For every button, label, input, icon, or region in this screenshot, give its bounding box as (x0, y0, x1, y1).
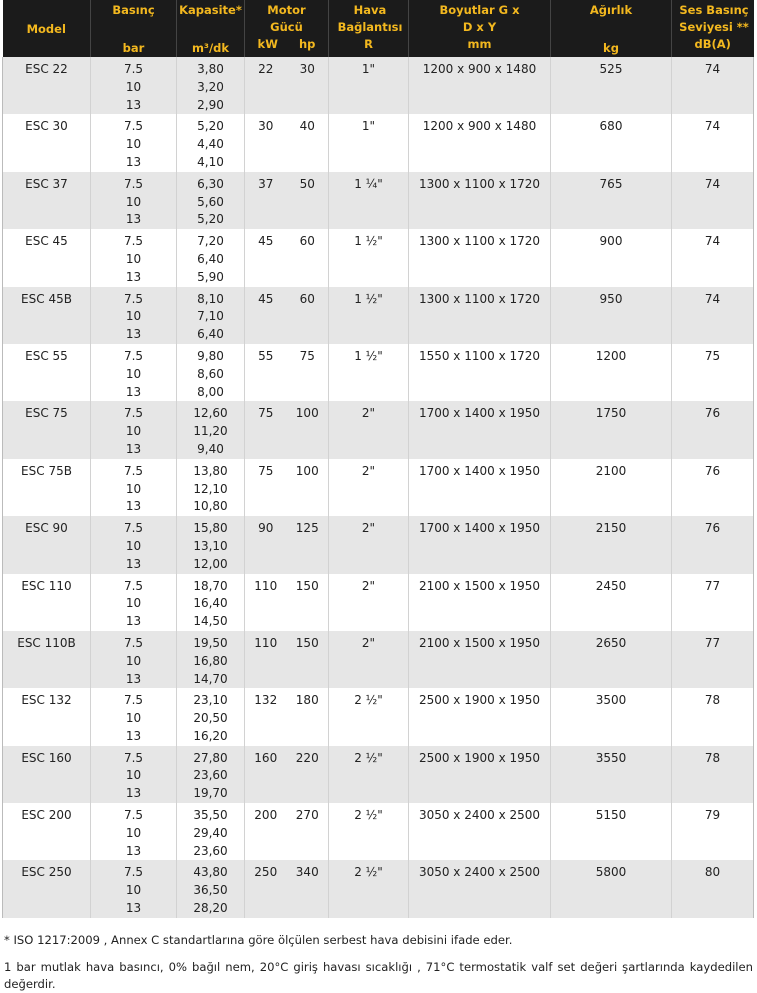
noise-cell: 78 (672, 688, 754, 745)
hp-cell: 125 (287, 516, 329, 573)
noise-cell: 76 (672, 459, 754, 516)
table-row (3, 229, 754, 286)
weight-cell: 5800 (551, 860, 672, 917)
weight-cell: 680 (551, 114, 672, 171)
air-connection-cell: 2" (329, 459, 409, 516)
model-cell: ESC 75B (3, 459, 91, 516)
hp-cell: 30 (287, 57, 329, 114)
weight-cell: 900 (551, 229, 672, 286)
model-cell: ESC 75 (3, 401, 91, 458)
capacity-cell: 3,80 3,20 2,90 (177, 57, 245, 114)
noise-cell: 74 (672, 57, 754, 114)
col-capacity: Kapasite* m³/dk (177, 0, 245, 57)
hp-cell: 180 (287, 688, 329, 745)
model-cell: ESC 132 (3, 688, 91, 745)
hp-cell: 270 (287, 803, 329, 860)
kw-cell: 22 (245, 57, 287, 114)
model-cell: ESC 110B (3, 631, 91, 688)
weight-cell: 525 (551, 57, 672, 114)
noise-cell: 74 (672, 287, 754, 344)
table-row (3, 287, 754, 344)
air-connection-cell: 1 ½" (329, 344, 409, 401)
dimensions-cell: 2100 x 1500 x 1950 (409, 631, 551, 688)
kw-cell: 45 (245, 229, 287, 286)
model-cell: ESC 22 (3, 57, 91, 114)
noise-cell: 75 (672, 344, 754, 401)
kw-cell: 250 (245, 860, 287, 917)
air-connection-cell: 1 ½" (329, 287, 409, 344)
air-connection-cell: 2" (329, 574, 409, 631)
capacity-cell: 13,80 12,10 10,80 (177, 459, 245, 516)
col-kw: kW (257, 37, 278, 51)
footnote-iso: * ISO 1217:2009 , Annex C standartlarına göre ölçülen serbest hava debisini ifade eder. (4, 932, 513, 947)
capacity-cell: 8,10 7,10 6,40 (177, 287, 245, 344)
pressure-cell: 7.5 10 13 (91, 344, 177, 401)
pressure-cell: 7.5 10 13 (91, 631, 177, 688)
model-cell: ESC 55 (3, 344, 91, 401)
weight-cell: 5150 (551, 803, 672, 860)
model-cell: ESC 90 (3, 516, 91, 573)
pressure-cell: 7.5 10 13 (91, 229, 177, 286)
dimensions-cell: 1300 x 1100 x 1720 (409, 172, 551, 229)
dimensions-cell: 1550 x 1100 x 1720 (409, 344, 551, 401)
weight-cell: 3550 (551, 746, 672, 803)
table-row (3, 746, 754, 803)
col-motor: Motor Gücü kW hp (245, 0, 329, 57)
pressure-cell: 7.5 10 13 (91, 57, 177, 114)
noise-cell: 74 (672, 172, 754, 229)
kw-cell: 110 (245, 631, 287, 688)
table-row (3, 401, 754, 458)
dimensions-cell: 1700 x 1400 x 1950 (409, 401, 551, 458)
hp-cell: 40 (287, 114, 329, 171)
noise-cell: 74 (672, 114, 754, 171)
footnotes (4, 932, 753, 993)
model-cell: ESC 160 (3, 746, 91, 803)
weight-cell: 1750 (551, 401, 672, 458)
table-row (3, 688, 754, 745)
pressure-cell: 7.5 10 13 (91, 516, 177, 573)
table-row (3, 574, 754, 631)
col-hp: hp (299, 37, 316, 51)
dimensions-cell: 1300 x 1100 x 1720 (409, 287, 551, 344)
kw-cell: 110 (245, 574, 287, 631)
capacity-cell: 7,20 6,40 5,90 (177, 229, 245, 286)
table-row (3, 631, 754, 688)
weight-cell: 950 (551, 287, 672, 344)
hp-cell: 60 (287, 287, 329, 344)
table-row (3, 803, 754, 860)
table-header (3, 0, 754, 57)
noise-cell: 77 (672, 631, 754, 688)
pressure-cell: 7.5 10 13 (91, 114, 177, 171)
model-cell: ESC 30 (3, 114, 91, 171)
capacity-cell: 18,70 16,40 14,50 (177, 574, 245, 631)
capacity-cell: 23,10 20,50 16,20 (177, 688, 245, 745)
weight-cell: 3500 (551, 688, 672, 745)
dimensions-cell: 1300 x 1100 x 1720 (409, 229, 551, 286)
air-connection-cell: 2 ½" (329, 746, 409, 803)
air-connection-cell: 2 ½" (329, 860, 409, 917)
kw-cell: 75 (245, 401, 287, 458)
kw-cell: 200 (245, 803, 287, 860)
air-connection-cell: 2" (329, 516, 409, 573)
air-connection-cell: 2" (329, 401, 409, 458)
hp-cell: 75 (287, 344, 329, 401)
air-connection-cell: 2 ½" (329, 803, 409, 860)
pressure-cell: 7.5 10 13 (91, 803, 177, 860)
weight-cell: 765 (551, 172, 672, 229)
air-connection-cell: 2 ½" (329, 688, 409, 745)
kw-cell: 90 (245, 516, 287, 573)
hp-cell: 220 (287, 746, 329, 803)
model-cell: ESC 45B (3, 287, 91, 344)
spec-table (2, 0, 754, 918)
noise-cell: 74 (672, 229, 754, 286)
dimensions-cell: 1700 x 1400 x 1950 (409, 459, 551, 516)
pressure-cell: 7.5 10 13 (91, 860, 177, 917)
hp-cell: 100 (287, 401, 329, 458)
noise-cell: 78 (672, 746, 754, 803)
noise-cell: 80 (672, 860, 754, 917)
col-weight: Ağırlık kg (551, 0, 672, 57)
hp-cell: 50 (287, 172, 329, 229)
capacity-cell: 15,80 13,10 12,00 (177, 516, 245, 573)
dimensions-cell: 1700 x 1400 x 1950 (409, 516, 551, 573)
dimensions-cell: 3050 x 2400 x 2500 (409, 803, 551, 860)
kw-cell: 30 (245, 114, 287, 171)
pressure-cell: 7.5 10 13 (91, 401, 177, 458)
capacity-cell: 6,30 5,60 5,20 (177, 172, 245, 229)
weight-cell: 2650 (551, 631, 672, 688)
dimensions-cell: 1200 x 900 x 1480 (409, 57, 551, 114)
hp-cell: 150 (287, 631, 329, 688)
col-air: Hava Bağlantısı R (329, 0, 409, 57)
pressure-cell: 7.5 10 13 (91, 688, 177, 745)
table-row (3, 860, 754, 917)
table-body (3, 57, 754, 918)
col-dims: Boyutlar G x D x Y mm (409, 0, 551, 57)
noise-cell: 77 (672, 574, 754, 631)
pressure-cell: 7.5 10 13 (91, 574, 177, 631)
table-row (3, 344, 754, 401)
table-row (3, 516, 754, 573)
weight-cell: 2100 (551, 459, 672, 516)
col-pressure: Basınç bar (91, 0, 177, 57)
air-connection-cell: 2" (329, 631, 409, 688)
capacity-cell: 43,80 36,50 28,20 (177, 860, 245, 917)
model-cell: ESC 45 (3, 229, 91, 286)
capacity-cell: 35,50 29,40 23,60 (177, 803, 245, 860)
dimensions-cell: 2500 x 1900 x 1950 (409, 746, 551, 803)
kw-cell: 75 (245, 459, 287, 516)
hp-cell: 150 (287, 574, 329, 631)
dimensions-cell: 2500 x 1900 x 1950 (409, 688, 551, 745)
hp-cell: 60 (287, 229, 329, 286)
noise-cell: 76 (672, 401, 754, 458)
col-noise: Ses Basınç Seviyesi ** dB(A) (672, 0, 754, 57)
noise-cell: 76 (672, 516, 754, 573)
capacity-cell: 27,80 23,60 19,70 (177, 746, 245, 803)
model-cell: ESC 200 (3, 803, 91, 860)
pressure-cell: 7.5 10 13 (91, 746, 177, 803)
air-connection-cell: 1" (329, 57, 409, 114)
table-row (3, 57, 754, 114)
table-row (3, 114, 754, 171)
weight-cell: 1200 (551, 344, 672, 401)
capacity-cell: 9,80 8,60 8,00 (177, 344, 245, 401)
kw-cell: 132 (245, 688, 287, 745)
capacity-cell: 12,60 11,20 9,40 (177, 401, 245, 458)
model-cell: ESC 250 (3, 860, 91, 917)
hp-cell: 340 (287, 860, 329, 917)
dimensions-cell: 2100 x 1500 x 1950 (409, 574, 551, 631)
air-connection-cell: 1" (329, 114, 409, 171)
capacity-cell: 19,50 16,80 14,70 (177, 631, 245, 688)
dimensions-cell: 3050 x 2400 x 2500 (409, 860, 551, 917)
weight-cell: 2150 (551, 516, 672, 573)
kw-cell: 160 (245, 746, 287, 803)
table-row (3, 172, 754, 229)
hp-cell: 100 (287, 459, 329, 516)
kw-cell: 37 (245, 172, 287, 229)
air-connection-cell: 1 ¼" (329, 172, 409, 229)
noise-cell: 79 (672, 803, 754, 860)
pressure-cell: 7.5 10 13 (91, 287, 177, 344)
weight-cell: 2450 (551, 574, 672, 631)
kw-cell: 55 (245, 344, 287, 401)
capacity-cell: 5,20 4,40 4,10 (177, 114, 245, 171)
col-model: Model (3, 0, 91, 57)
kw-cell: 45 (245, 287, 287, 344)
model-cell: ESC 110 (3, 574, 91, 631)
footnote-conditions: 1 bar mutlak hava basıncı, 0% bağıl nem, 20°C giriş havası sıcaklığı , 71°C termostatik valf set değeri şartlarında kaydedilen değerdir. (4, 959, 753, 991)
table-row (3, 459, 754, 516)
pressure-cell: 7.5 10 13 (91, 172, 177, 229)
air-connection-cell: 1 ½" (329, 229, 409, 286)
model-cell: ESC 37 (3, 172, 91, 229)
pressure-cell: 7.5 10 13 (91, 459, 177, 516)
dimensions-cell: 1200 x 900 x 1480 (409, 114, 551, 171)
